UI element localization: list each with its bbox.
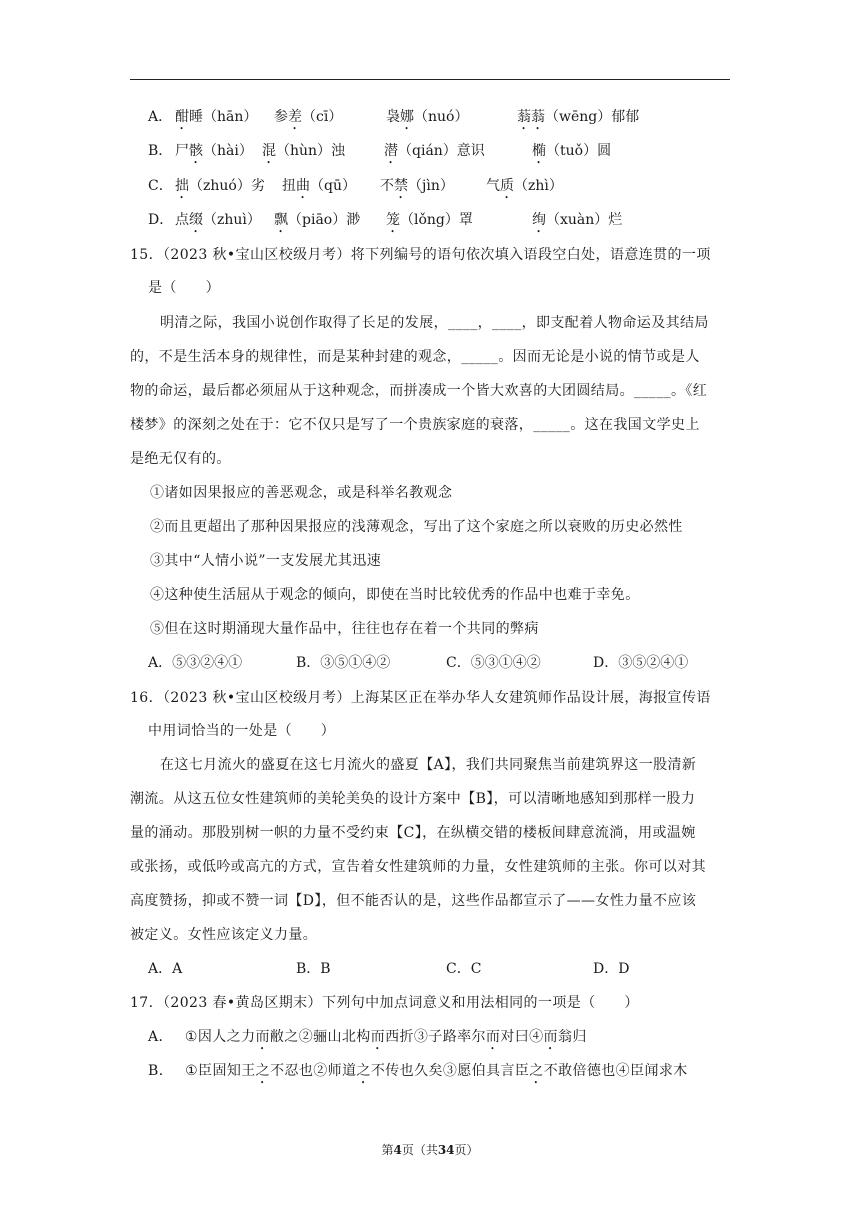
passage-line: 在这七月流火的盛夏在这七月流火的盛夏【A】，我们共同聚焦当前建筑界这一股清新 [160,757,697,773]
word-text: （piāo）渺 [288,212,361,228]
word-text: 扭 [282,178,296,194]
word-2 [274,210,360,236]
dotted-char: 娜 [400,109,414,125]
dotted-char: 笼 [386,212,400,228]
word-2 [262,141,345,167]
sentence-part: ①因人之力 [184,1029,256,1045]
passage-line: 物的命运，最后都必须屈从于这种观念，而拼凑成一个皆大欢喜的大团圆结局。_____。《红 [130,383,708,399]
answer-option-d: D．③⑤②④① [593,655,689,671]
numbered-item: ④这种使生活屈从于观念的倾向，即使在当时比较优秀的作品中也难于幸免。 [150,587,640,603]
word-text: 尸 [175,143,189,159]
word-text: 袅 [386,109,400,125]
word-1 [175,107,257,133]
answer-option-d: D．D [593,961,630,977]
word-1 [175,141,253,167]
word-text: 不 [380,178,394,194]
dotted-char: 差 [288,109,302,125]
word-text: （hùn）浊 [276,143,346,159]
dotted-char: 曲 [296,178,310,194]
word-1 [175,176,265,202]
word-text: 参 [274,109,288,125]
answer-option-c: C．C [446,961,482,977]
option-label: A． [148,109,173,125]
sentence-part: 不忍也②师道 [270,1063,357,1079]
sentence-part: 对曰④ [500,1029,544,1045]
word-4 [486,176,563,202]
passage-line: 被定义。女性应该定义力量。 [130,927,318,943]
word-text: （jìn） [408,178,454,194]
word-text: （hài） [203,143,253,159]
answer-option-a [148,1027,587,1053]
answer-option-a: A．A [148,961,183,977]
word-text: （tuǒ）圆 [546,143,612,159]
option-label: A． [148,1029,173,1045]
dotted-word: 而 [485,1029,501,1045]
answer-option-b [148,1061,688,1087]
numbered-item: ①诸如因果报应的善恶观念，或是科举名教观念 [150,485,453,501]
dotted-char: 禁 [394,178,408,194]
question-stem [130,993,639,1013]
footer-text: 页（共 [401,1143,438,1157]
answer-option-a: A．⑤③②④① [148,655,243,671]
word-text: （zhì） [514,178,563,194]
word-text: （zhuó）劣 [189,178,265,194]
option-label: C． [148,178,173,194]
passage-line: 明清之际，我国小说创作取得了长足的发展，____，____，即支配着人物命运及其结局 [160,315,709,331]
dotted-char: 骸 [189,143,203,159]
sentence-part: 翁归 [557,1029,587,1045]
option-label: D． [148,212,174,228]
word-text: （wēng）郁郁 [545,109,640,125]
answer-option-b: B．③⑤①④② [296,655,391,671]
word-text: （xuàn）烂 [546,212,623,228]
page-number: 4 [393,1143,402,1157]
sentence-part: 敝之②骊山北构 [269,1029,371,1045]
passage-line: 楼梦》的深刻之处在于：它不仅只是写了一个贵族家庭的衰落，_____。这在我国文学史上 [130,417,700,433]
dotted-char: 混 [262,143,276,159]
word-text: 睡（hān） [189,109,258,125]
sentence-part: 西折③子路率尔 [385,1029,486,1045]
word-text: （lǒng）罩 [400,212,473,228]
header-rule [130,79,730,80]
option-label: B． [148,1063,174,1079]
passage-line: 量的涌动。那股别树一帜的力量不受约束【C】，在纵横交错的楼板间肆意流淌，用或温婉 [130,825,696,841]
question-stem-cont: 是（ ） [148,280,220,296]
dotted-char: 酣 [175,109,189,125]
sentence-part: 不传也久矣③愿伯具言臣 [370,1063,530,1079]
passage-line: 或张扬，或低吟或高亢的方式，宣告着女性建筑师的力量，女性建筑师的主张。你可以对其 [130,859,706,875]
word-text: （zhuì） [203,212,261,228]
word-text: 点 [175,212,189,228]
passage-line: 是绝无仅有的。 [130,451,231,467]
option-label: B． [148,143,173,159]
word-text: （qián）意识 [398,143,485,159]
total-pages: 34 [437,1143,455,1157]
question-stem: 16．（2023 秋•宝山区校级月考）上海某区正在举办华人女建筑师作品设计展，海报宣传语 [130,690,711,706]
footer-text: 第 [381,1143,394,1157]
dotted-char: 缀 [189,212,203,228]
word-text: （cī） [302,109,343,125]
word-text: （nuó） [414,109,469,125]
word-3 [380,176,454,202]
dotted-char: 绚 [532,212,546,228]
answer-option-b: B．B [296,961,331,977]
word-2 [274,107,342,133]
word-3 [384,141,485,167]
question-stem-cont: 中用词恰当的一处是（ ） [148,723,336,739]
footer-text: 页） [454,1143,479,1157]
passage-line: 高度赞扬，抑或不赞一词【D】，但不能否认的是，这些作品都宣示了——女性力量不应该 [130,893,697,909]
numbered-item: ⑤但在这时期涌现大量作品中，往往也存在着一个共同的弊病 [150,621,539,637]
dotted-char: 蓊蓊 [517,109,545,125]
passage-line: 潮流。从这五位女性建筑师的美轮美奂的设计方案中【B】，可以清晰地感知到那样一股力 [130,791,696,807]
dotted-char: 质 [500,178,514,194]
word-3 [386,107,468,133]
dotted-char: 潜 [384,143,398,159]
dotted-word: 而 [255,1029,270,1045]
word-4 [532,141,611,167]
question-stem: 15．（2023 秋•宝山区校级月考）将下列编号的语句依次填入语段空白处，语意连贯的一项 [130,247,711,263]
word-4 [517,107,639,133]
dotted-word: 之 [255,1063,271,1079]
dotted-word: 而 [370,1029,386,1045]
word-text: 气 [486,178,500,194]
numbered-item: ③其中“人情小说”一支发展尤其迅速 [150,553,382,569]
word-3 [386,210,473,236]
word-2 [282,176,356,202]
question-stem-text: 17．（2023 春•黄岛区期末）下列句中加点词意义和用法相同的一项是（ ） [130,995,639,1011]
answer-option-c: C．⑤③①④② [446,655,541,671]
sentence-part: 不敢倍德也④臣闻求木 [543,1063,688,1079]
dotted-char: 拙 [175,178,189,194]
dotted-word: 之 [529,1063,544,1079]
dotted-word: 之 [356,1063,371,1079]
dotted-char: 椭 [532,143,546,159]
word-text: （qū） [310,178,356,194]
dotted-word: 而 [543,1029,558,1045]
dotted-char: 飘 [274,212,288,228]
page-footer [0,1142,860,1158]
sentence-part: ①臣固知王 [185,1063,256,1079]
word-4 [532,210,622,236]
word-1 [175,210,261,236]
numbered-item: ②而且更超出了那种因果报应的浅薄观念，写出了这个家庭之所以衰败的历史必然性 [150,519,683,535]
passage-line: 的，不是生活本身的规律性，而是某种封建的观念，_____。因而无论是小说的情节或是人 [130,349,700,365]
